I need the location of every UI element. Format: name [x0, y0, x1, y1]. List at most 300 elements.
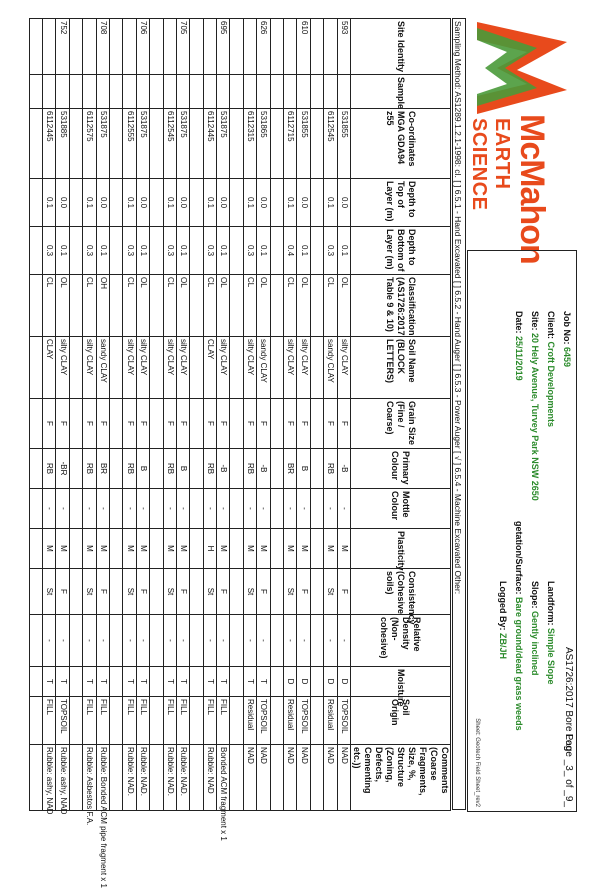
table-cell: RB	[43, 449, 56, 489]
table-cell: 610	[297, 19, 310, 75]
table-cell: FILL	[163, 697, 176, 745]
table-cell	[230, 109, 243, 179]
table-cell	[310, 529, 323, 569]
table-cell: RB	[324, 449, 337, 489]
table-cell	[109, 615, 122, 667]
table-row	[243, 19, 256, 811]
table-cell: 0.3	[83, 227, 96, 275]
table-cell	[69, 109, 82, 179]
table-cell: St	[243, 569, 256, 615]
table-cell: M	[257, 529, 270, 569]
table-cell: CL	[43, 275, 56, 337]
table-cell: 0.0	[56, 179, 69, 227]
table-cell: OL	[136, 275, 149, 337]
table-cell: FILL	[123, 697, 136, 745]
table-cell: Bonded ACM fragment x 1	[217, 745, 230, 811]
table-cell	[270, 745, 283, 811]
table-cell: silty CLAY	[337, 337, 350, 399]
site: Site: 20 Hely Avenue, Turvey Park NSW 2650	[530, 311, 540, 501]
table-cell	[217, 75, 230, 109]
table-cell: -	[324, 489, 337, 529]
table-cell: T	[136, 667, 149, 697]
table-cell: T	[257, 667, 270, 697]
table-cell	[243, 19, 256, 75]
table-cell	[190, 179, 203, 227]
table-cell: F	[56, 569, 69, 615]
column-header: Moisture	[351, 667, 451, 697]
table-cell	[324, 19, 337, 75]
table-cell: sandy CLAY	[324, 337, 337, 399]
table-cell	[270, 275, 283, 337]
table-row	[150, 19, 163, 811]
table-cell: M	[176, 529, 189, 569]
table-cell: F	[176, 399, 189, 449]
table-cell: Rubble: NAD.	[136, 745, 149, 811]
table-cell	[310, 569, 323, 615]
table-row	[96, 19, 109, 811]
table-cell	[29, 449, 42, 489]
table-cell: 531865	[257, 109, 270, 179]
table-cell: F	[96, 399, 109, 449]
table-cell: CL	[243, 275, 256, 337]
table-cell	[109, 19, 122, 75]
table-cell	[150, 109, 163, 179]
table-cell	[29, 227, 42, 275]
table-cell: -	[83, 615, 96, 667]
table-cell: 0.4	[284, 227, 297, 275]
table-cell: 531875	[217, 109, 230, 179]
table-cell	[230, 529, 243, 569]
table-cell: 0.1	[243, 179, 256, 227]
client: Client: Croft Developments	[546, 311, 556, 428]
table-cell: -	[123, 489, 136, 529]
table-cell	[150, 75, 163, 109]
table-cell: -	[123, 615, 136, 667]
table-cell: -	[243, 615, 256, 667]
table-cell	[270, 19, 283, 75]
table-cell: -	[176, 615, 189, 667]
table-cell: OL	[257, 275, 270, 337]
table-cell: 6112445	[203, 109, 216, 179]
table-row	[109, 19, 122, 811]
table-cell: 531855	[337, 109, 350, 179]
table-cell	[310, 337, 323, 399]
table-cell: -	[257, 615, 270, 667]
table-cell: OL	[217, 275, 230, 337]
table-row	[69, 19, 82, 811]
table-cell	[257, 75, 270, 109]
table-row	[29, 19, 42, 811]
table-cell: 0.3	[43, 227, 56, 275]
table-cell: Residual	[324, 697, 337, 745]
table-cell	[109, 529, 122, 569]
table-cell: FILL	[43, 697, 56, 745]
job-no: Job No: 6459	[562, 311, 572, 368]
table-row	[230, 19, 243, 811]
table-cell	[190, 109, 203, 179]
table-cell: 0.1	[136, 227, 149, 275]
table-cell	[29, 697, 42, 745]
table-cell: -	[217, 615, 230, 667]
table-row	[190, 19, 203, 811]
column-header: Consistency (Cohesive soils)	[351, 569, 451, 615]
table-cell	[150, 697, 163, 745]
table-cell: D	[337, 667, 350, 697]
table-cell: 0.1	[324, 179, 337, 227]
table-cell: 0.1	[56, 227, 69, 275]
table-cell: T	[96, 667, 109, 697]
table-cell: -	[163, 489, 176, 529]
table-cell: -	[284, 489, 297, 529]
table-cell: St	[123, 569, 136, 615]
table-cell: 0.0	[136, 179, 149, 227]
table-row	[310, 19, 323, 811]
table-cell: NAD	[324, 745, 337, 811]
table-cell	[190, 75, 203, 109]
table-cell: FILL	[136, 697, 149, 745]
table-cell: F	[176, 569, 189, 615]
logo-text-earth-science: EARTH SCIENCE	[468, 118, 513, 211]
table-cell	[310, 697, 323, 745]
table-cell: CL	[163, 275, 176, 337]
table-cell	[270, 697, 283, 745]
table-cell: 706	[136, 19, 149, 75]
table-cell: St	[83, 569, 96, 615]
table-cell	[243, 75, 256, 109]
table-cell	[190, 615, 203, 667]
table-cell: F	[217, 569, 230, 615]
table-cell: F	[243, 399, 256, 449]
table-cell: silty CLAY	[123, 337, 136, 399]
table-cell: D	[324, 667, 337, 697]
table-cell: RB	[83, 449, 96, 489]
column-header: Depth to Bottom of Layer (m)	[351, 227, 451, 275]
table-cell	[310, 227, 323, 275]
table-cell	[69, 489, 82, 529]
table-cell	[83, 19, 96, 75]
table-cell	[29, 109, 42, 179]
table-cell	[29, 615, 42, 667]
table-cell: -	[83, 489, 96, 529]
table-cell: sandy CLAY	[96, 337, 109, 399]
table-cell	[43, 19, 56, 75]
table-cell	[230, 569, 243, 615]
table-cell: -	[96, 489, 109, 529]
table-cell: St	[43, 569, 56, 615]
date: Date: 25/11/2019	[514, 311, 524, 381]
table-cell	[310, 667, 323, 697]
table-cell	[150, 399, 163, 449]
sampling-method: Sampling Method: AS1289.1.2.1-1998: cl. [ ] 6.5.1 - Hand Excavated [ ] 6.5.2 - Hand Auger [ ] 6.5.3 - Power Auger [ √ ] 6.5.4 - Machine Excavated Other:	[452, 18, 466, 810]
table-cell	[109, 179, 122, 227]
table-cell: F	[217, 399, 230, 449]
table-cell	[69, 667, 82, 697]
table-cell: RB	[203, 449, 216, 489]
table-cell: Rubble: NAD.	[123, 745, 136, 811]
table-cell: 593	[337, 19, 350, 75]
table-cell: T	[243, 667, 256, 697]
table-cell: Rubble: ashy, NAD	[43, 745, 56, 811]
column-header: Depth to Top of Layer (m)	[351, 179, 451, 227]
table-cell: TOPSOIL	[337, 697, 350, 745]
table-cell: T	[176, 667, 189, 697]
table-cell	[270, 569, 283, 615]
table-cell: M	[43, 529, 56, 569]
table-cell: 531885	[56, 109, 69, 179]
table-cell: FILL	[83, 697, 96, 745]
column-header: Soil Name (BLOCK LETTERS)	[351, 337, 451, 399]
table-cell	[270, 399, 283, 449]
column-header: Primary Colour	[351, 449, 451, 489]
table-cell: 708	[96, 19, 109, 75]
table-cell: -	[203, 489, 216, 529]
landform: Landform: Simple Slope	[546, 581, 556, 685]
table-cell: Rubble: ashy, NAD	[56, 745, 69, 811]
table-cell	[150, 529, 163, 569]
table-cell: -	[337, 489, 350, 529]
table-cell	[109, 489, 122, 529]
table-cell: 0.0	[176, 179, 189, 227]
page-number: Page _3_ of _9_	[563, 733, 574, 807]
table-cell: T	[43, 667, 56, 697]
table-cell	[190, 227, 203, 275]
table-cell: 0.1	[43, 179, 56, 227]
table-cell	[29, 569, 42, 615]
table-cell: M	[297, 529, 310, 569]
table-cell	[310, 449, 323, 489]
table-row	[324, 19, 337, 811]
table-cell: -BR	[56, 449, 69, 489]
table-cell	[190, 529, 203, 569]
table-cell	[29, 399, 42, 449]
table-cell: F	[43, 399, 56, 449]
table-cell: F	[324, 399, 337, 449]
table-cell: 0.3	[203, 227, 216, 275]
table-cell: St	[324, 569, 337, 615]
table-cell: 0.1	[203, 179, 216, 227]
table-cell	[230, 615, 243, 667]
table-cell	[310, 399, 323, 449]
table-cell	[69, 227, 82, 275]
table-cell: RB	[163, 449, 176, 489]
table-cell	[150, 569, 163, 615]
table-cell: T	[83, 667, 96, 697]
table-cell	[270, 667, 283, 697]
table-row	[136, 19, 149, 811]
table-cell: silty CLAY	[176, 337, 189, 399]
table-cell	[297, 75, 310, 109]
table-cell: -	[176, 489, 189, 529]
table-cell	[109, 75, 122, 109]
table-cell: F	[203, 399, 216, 449]
table-cell: T	[56, 667, 69, 697]
logged-by: Logged By: ZB/JH	[498, 581, 508, 660]
table-cell: 0.1	[337, 227, 350, 275]
table-cell: 0.3	[123, 227, 136, 275]
table-cell: 0.0	[297, 179, 310, 227]
table-cell	[230, 179, 243, 227]
table-cell: M	[337, 529, 350, 569]
table-cell: OL	[176, 275, 189, 337]
table-cell: -	[136, 615, 149, 667]
table-cell	[96, 75, 109, 109]
table-cell	[230, 489, 243, 529]
table-cell: silty CLAY	[136, 337, 149, 399]
table-cell: CL	[123, 275, 136, 337]
table-cell: silty CLAY	[297, 337, 310, 399]
table-cell: F	[136, 399, 149, 449]
table-cell	[190, 275, 203, 337]
table-cell: F	[163, 399, 176, 449]
table-cell	[190, 489, 203, 529]
table-cell	[150, 615, 163, 667]
table-cell: 6112545	[324, 109, 337, 179]
table-cell: T	[217, 667, 230, 697]
table-cell	[109, 399, 122, 449]
table-cell: -	[257, 489, 270, 529]
table-cell: F	[297, 399, 310, 449]
table-cell	[109, 227, 122, 275]
table-cell: T	[203, 667, 216, 697]
table-cell: B	[176, 449, 189, 489]
table-cell: F	[337, 399, 350, 449]
table-cell	[203, 19, 216, 75]
table-cell	[270, 75, 283, 109]
column-header: Co-ordinates MGA GDA94 z55	[351, 109, 451, 179]
table-cell: silty CLAY	[217, 337, 230, 399]
table-cell	[270, 449, 283, 489]
table-cell	[69, 399, 82, 449]
table-cell: F	[337, 569, 350, 615]
table-cell: F	[123, 399, 136, 449]
column-header: Site Identity	[351, 19, 451, 75]
table-cell: 0.1	[163, 179, 176, 227]
table-cell	[69, 337, 82, 399]
table-cell	[150, 449, 163, 489]
table-cell	[230, 227, 243, 275]
table-cell: M	[163, 529, 176, 569]
table-cell: NAD	[297, 745, 310, 811]
table-cell	[69, 19, 82, 75]
table-cell: -B	[257, 449, 270, 489]
table-cell: CL	[324, 275, 337, 337]
table-cell: 0.1	[217, 227, 230, 275]
table-cell: -	[337, 615, 350, 667]
table-cell: -	[96, 615, 109, 667]
bore-log-table	[29, 18, 451, 888]
table-cell	[176, 75, 189, 109]
table-cell	[270, 529, 283, 569]
table-cell	[310, 275, 323, 337]
column-header: Grain Size (Fine / Coarse)	[351, 399, 451, 449]
table-cell: -	[297, 615, 310, 667]
table-cell	[29, 19, 42, 75]
column-header: Sample	[351, 75, 451, 109]
table-cell: 531875	[176, 109, 189, 179]
table-cell	[83, 75, 96, 109]
table-cell	[230, 449, 243, 489]
table-cell	[230, 399, 243, 449]
table-cell	[310, 615, 323, 667]
table-cell: F	[257, 399, 270, 449]
table-cell: silty CLAY	[284, 337, 297, 399]
table-cell: 752	[56, 19, 69, 75]
table-cell	[310, 489, 323, 529]
table-cell: F	[83, 399, 96, 449]
column-header: Relative Density (Non-cohesive)	[351, 615, 451, 667]
table-cell: OL	[337, 275, 350, 337]
table-cell: Rubble: NAD.	[163, 745, 176, 811]
table-cell: Rubble: NAD.	[176, 745, 189, 811]
table-cell: -	[56, 489, 69, 529]
table-cell	[150, 179, 163, 227]
table-cell	[230, 697, 243, 745]
table-cell: 0.3	[324, 227, 337, 275]
table-cell	[230, 19, 243, 75]
table-cell: M	[136, 529, 149, 569]
table-row	[257, 19, 270, 811]
table-cell: 0.1	[297, 227, 310, 275]
table-cell	[230, 667, 243, 697]
table-cell: 0.3	[243, 227, 256, 275]
table-cell: silty CLAY	[163, 337, 176, 399]
table-cell: NAD	[243, 745, 256, 811]
table-cell	[69, 615, 82, 667]
table-cell: F	[136, 569, 149, 615]
table-cell: -	[43, 615, 56, 667]
table-cell	[109, 337, 122, 399]
table-cell: F	[96, 569, 109, 615]
table-cell	[150, 745, 163, 811]
table-cell: M	[56, 529, 69, 569]
table-cell: sandy CLAY	[257, 337, 270, 399]
table-row	[43, 19, 56, 811]
table-cell	[29, 745, 42, 811]
table-cell: -	[136, 489, 149, 529]
table-cell	[69, 275, 82, 337]
table-cell	[163, 75, 176, 109]
table-cell	[69, 697, 82, 745]
column-header: Mottle Colour	[351, 489, 451, 529]
logo-mark-icon	[467, 18, 577, 118]
table-cell: FILL	[96, 697, 109, 745]
table-cell: OL	[297, 275, 310, 337]
table-cell	[123, 19, 136, 75]
table-cell	[29, 337, 42, 399]
table-cell: B	[297, 449, 310, 489]
log-title: AS1726:2017 Bore Log	[563, 647, 574, 751]
table-cell	[270, 489, 283, 529]
table-cell	[29, 75, 42, 109]
table-row	[337, 19, 350, 811]
table-cell: TOPSOIL	[56, 697, 69, 745]
table-cell	[163, 19, 176, 75]
table-cell: FILL	[176, 697, 189, 745]
table-cell: 6112445	[43, 109, 56, 179]
table-cell: Rubble: Bonded ACM pipe fragment x 1	[96, 745, 109, 811]
table-cell	[56, 75, 69, 109]
table-cell: 705	[176, 19, 189, 75]
table-cell: 0.1	[123, 179, 136, 227]
table-cell: Rubble: NAD	[203, 745, 216, 811]
table-cell	[324, 75, 337, 109]
table-cell: -	[56, 615, 69, 667]
table-cell	[109, 667, 122, 697]
table-cell: St	[284, 569, 297, 615]
table-cell: F	[257, 569, 270, 615]
table-cell: 0.0	[337, 179, 350, 227]
table-cell	[190, 337, 203, 399]
